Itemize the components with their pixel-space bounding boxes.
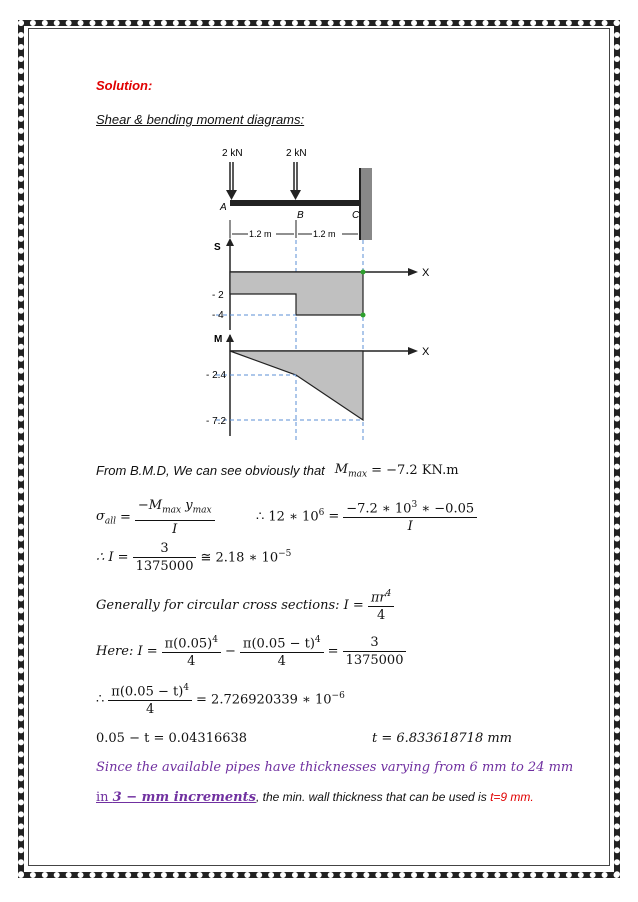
point-a-label: A bbox=[220, 202, 227, 213]
sigma-num-y: y bbox=[181, 498, 193, 513]
num2-exp: 3 bbox=[411, 500, 418, 510]
shear-area bbox=[230, 272, 363, 315]
therefore-12e6 bbox=[256, 508, 324, 524]
line-t-right: t = 6.833618718 mm bbox=[372, 731, 513, 746]
therefore-numerator bbox=[108, 680, 192, 701]
pi-r: πr bbox=[370, 590, 386, 606]
beam bbox=[230, 200, 360, 206]
diagrams-subheading: Shear & bending moment diagrams: bbox=[96, 112, 305, 127]
sigma-num-m-sub: max bbox=[162, 505, 182, 516]
point-b-label: B bbox=[297, 210, 304, 221]
line-mmax bbox=[96, 462, 459, 480]
therefore-rhs-exp: −6 bbox=[331, 691, 345, 701]
here-den-2: 4 bbox=[277, 654, 286, 670]
sigma-sub: all bbox=[104, 516, 116, 527]
span-1-label: 1.2 m bbox=[249, 229, 272, 239]
here-num-2-text: π(0.05 − t) bbox=[242, 636, 315, 652]
sigma-numerator-2 bbox=[343, 497, 477, 518]
sigma-denominator-2: I bbox=[407, 519, 413, 535]
i-lhs: ∴ I = bbox=[96, 550, 129, 565]
therefore-num-text: π(0.05 − t) bbox=[111, 684, 184, 700]
here-num-2 bbox=[240, 632, 324, 653]
here-num-1-exp: 4 bbox=[212, 635, 218, 645]
moment-tick-7-2: - 7.2 bbox=[206, 416, 227, 427]
circular-fraction bbox=[368, 586, 395, 624]
sigma-fraction-2 bbox=[343, 497, 477, 535]
solution-heading: Solution: bbox=[96, 78, 153, 93]
mmax-sub: max bbox=[348, 469, 368, 480]
pi-r-exp: 4 bbox=[385, 589, 392, 599]
circular-denominator: 4 bbox=[376, 608, 386, 624]
i-approx-text: ≅ 2.18 ∗ 10 bbox=[200, 550, 279, 566]
mmax-var bbox=[335, 462, 367, 480]
mmax-m: M bbox=[334, 462, 349, 477]
load-2-label: 2 kN bbox=[286, 148, 307, 159]
load-1-label: 2 kN bbox=[222, 148, 243, 159]
sigma-denominator: I bbox=[172, 521, 178, 537]
here-fraction-3 bbox=[343, 634, 407, 669]
here-eq: = bbox=[327, 643, 339, 659]
line-here bbox=[96, 632, 406, 670]
sigma-numerator bbox=[135, 497, 215, 521]
moment-axis-label: M bbox=[214, 334, 223, 345]
i-denominator: 1375000 bbox=[135, 559, 194, 574]
sigma-fraction bbox=[135, 497, 215, 538]
num2-tail: ∗ −0.05 bbox=[417, 501, 475, 517]
circular-text: Generally for circular cross sections: I = bbox=[96, 597, 364, 613]
i-fraction bbox=[133, 540, 197, 575]
here-den-1: 4 bbox=[187, 654, 196, 670]
inc-bold: 3 − mm increments bbox=[112, 790, 256, 805]
therefore-fraction bbox=[108, 680, 192, 718]
i-numerator: 3 bbox=[133, 540, 197, 558]
therefore-symbol: ∴ bbox=[96, 691, 105, 707]
here-num-1-text: π(0.05) bbox=[164, 636, 213, 652]
therefore-denominator: 4 bbox=[146, 702, 155, 718]
here-den-3: 1375000 bbox=[345, 652, 404, 668]
load-2-arrow bbox=[290, 162, 301, 200]
exp-6: 6 bbox=[318, 508, 325, 518]
here-num-3: 3 bbox=[343, 634, 407, 652]
load-1-arrow bbox=[226, 162, 237, 200]
here-num-2-exp: 4 bbox=[314, 635, 321, 645]
therefore-rhs-text: = 2.726920339 ∗ 10 bbox=[196, 692, 332, 708]
here-minus: − bbox=[225, 643, 236, 659]
point-c-label: C bbox=[352, 210, 360, 221]
therefore-12: ∴ 12 ∗ 10 bbox=[256, 509, 319, 525]
sigma-num-m: −M bbox=[137, 498, 163, 513]
line-available-pipes: Since the available pipes have thicknesses varying from 6 mm to 24 mm bbox=[96, 760, 574, 775]
span-2-label: 1.2 m bbox=[313, 229, 336, 239]
sigma-eq2: = bbox=[328, 508, 340, 524]
shear-x-label: X bbox=[422, 267, 430, 279]
shear-axis-label: S bbox=[214, 242, 221, 253]
i-approx-exp: −5 bbox=[278, 549, 292, 560]
inc-prefix: in bbox=[96, 790, 113, 805]
shear-moment-figure bbox=[190, 140, 630, 440]
sigma-num-y-sub: max bbox=[192, 505, 212, 516]
line-t-left: 0.05 − t = 0.04316638 bbox=[96, 731, 248, 746]
here-fraction-2 bbox=[240, 632, 324, 670]
answer-t: t=9 mm. bbox=[490, 790, 534, 804]
fixed-support bbox=[360, 168, 372, 240]
sigma-symbol: σ bbox=[96, 508, 105, 524]
shear-tick-2: - 2 bbox=[212, 290, 224, 301]
line-increments bbox=[96, 789, 534, 805]
sigma-all bbox=[96, 509, 116, 527]
here-lhs: Here: I = bbox=[96, 643, 158, 659]
line-sigma bbox=[96, 497, 215, 538]
moment-x-label: X bbox=[422, 346, 430, 358]
line-therefore-t bbox=[96, 680, 345, 718]
therefore-num-exp: 4 bbox=[183, 683, 190, 693]
here-fraction-1 bbox=[162, 632, 221, 670]
i-approx bbox=[200, 549, 291, 565]
moment-tick-2-4: - 2.4 bbox=[206, 370, 227, 381]
line-mmax-text: From B.M.D, We can see obviously that bbox=[96, 463, 325, 479]
shear-tick-4: - 4 bbox=[212, 310, 224, 321]
circular-numerator bbox=[368, 586, 395, 607]
inc-middle: , the min. wall thickness that can be used is bbox=[255, 790, 491, 804]
line-i-value bbox=[96, 540, 291, 575]
line-circular bbox=[96, 586, 394, 624]
therefore-rhs bbox=[196, 691, 345, 707]
sigma-eq: = bbox=[120, 509, 131, 525]
mmax-value: = −7.2 KN.m bbox=[371, 463, 459, 479]
here-num-1 bbox=[162, 632, 221, 653]
num2-head: −7.2 ∗ 10 bbox=[346, 501, 412, 517]
line-sigma-right bbox=[256, 497, 477, 535]
